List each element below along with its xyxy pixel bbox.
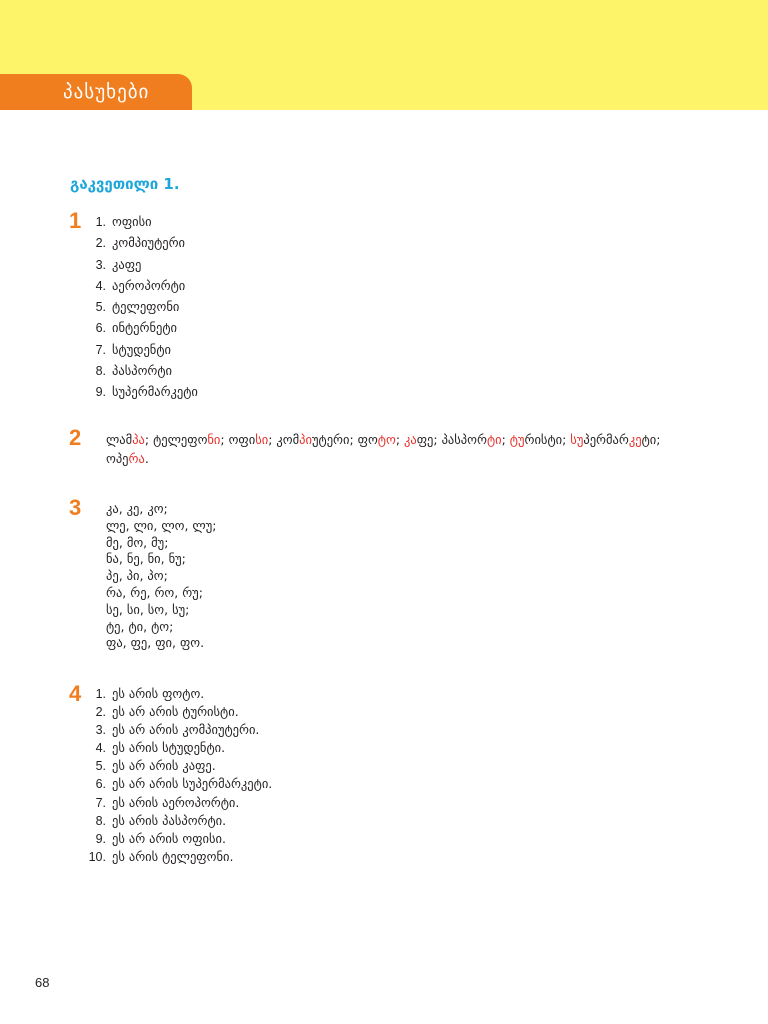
highlighted-syllable: პა xyxy=(132,432,145,447)
answer-text: ; ტელეფო xyxy=(144,432,208,447)
highlighted-syllable: პი xyxy=(299,432,312,447)
syllable-line: სე, სი, სო, სუ; xyxy=(106,601,190,617)
item-text: ეს არის ტელეფონი. xyxy=(112,848,234,864)
syllable-line: კა, კე, კო; xyxy=(106,501,168,516)
item-text: ეს არ არის სუპერმარკეტი. xyxy=(112,776,273,792)
item-text: ინტერნეტი xyxy=(112,320,178,336)
answer-text: უტერი; ფო xyxy=(311,432,378,447)
exercise-2-number: 2 xyxy=(69,425,82,450)
syllable-line: ლე, ლი, ლო, ლუ; xyxy=(106,517,217,533)
list-item xyxy=(84,296,198,317)
exercise-3-number: 3 xyxy=(69,495,82,520)
item-number: 9. xyxy=(95,831,106,846)
item-text: ოფისი xyxy=(112,214,152,229)
syllable-line: ტე, ტი, ტო; xyxy=(106,618,174,634)
item-number: 3. xyxy=(95,723,106,738)
item-text: სუპერმარკეტი xyxy=(112,384,198,400)
answer-text: . xyxy=(144,451,149,466)
highlighted-syllable: რა xyxy=(128,451,145,466)
exercise-1-number: 1 xyxy=(69,208,82,233)
answer-text: ლამ xyxy=(106,432,133,447)
item-number: 1. xyxy=(95,215,106,229)
item-number: 9. xyxy=(95,385,106,400)
list-item xyxy=(84,211,198,232)
item-number: 4. xyxy=(95,278,106,293)
highlighted-syllable: სუ xyxy=(570,432,584,447)
item-number: 5. xyxy=(95,759,106,774)
exercise-4-number: 4 xyxy=(69,681,82,706)
item-number: 7. xyxy=(95,795,106,810)
item-text: ეს არის ფოტო. xyxy=(112,686,205,701)
item-number: 8. xyxy=(95,813,106,828)
list-item xyxy=(84,381,198,402)
list-item xyxy=(84,275,198,296)
item-number: 7. xyxy=(95,342,106,357)
list-item xyxy=(84,254,198,275)
answer-text: ფე; პასპორ xyxy=(416,432,487,447)
item-number: 4. xyxy=(95,741,106,756)
list-item xyxy=(84,812,272,830)
highlighted-syllable: სი xyxy=(255,432,269,447)
syllable-line: მე, მო, მუ; xyxy=(106,534,169,550)
list-item xyxy=(84,794,272,812)
section-title: პასუხები xyxy=(63,81,150,103)
answer-text: ; xyxy=(395,432,404,447)
list-item xyxy=(84,721,272,739)
answer-text: ; ოფი xyxy=(220,432,256,447)
highlighted-syllable: ტი xyxy=(486,432,502,447)
page-number: 68 xyxy=(35,975,50,990)
list-item xyxy=(84,757,272,775)
item-text: პასპორტი xyxy=(112,363,172,379)
answer-text: რისტი; xyxy=(524,432,571,447)
item-text: ტელეფონი xyxy=(112,299,180,315)
syllable-line: ფა, ფე, ფი, ფო. xyxy=(106,635,205,651)
item-text: აეროპორტი xyxy=(112,277,186,293)
exercise-3-list xyxy=(106,501,216,652)
highlighted-syllable: ტო xyxy=(377,432,396,447)
item-number: 6. xyxy=(95,321,106,336)
item-number: 5. xyxy=(95,300,106,315)
item-text: ეს არ არის ოფისი. xyxy=(112,830,226,846)
answer-text: ტი; ოპე xyxy=(106,432,661,466)
list-item xyxy=(84,339,198,360)
list-item xyxy=(84,775,272,793)
syllable-line: ნა, ნე, ნი, ნუ; xyxy=(106,551,186,567)
item-number: 3. xyxy=(95,257,106,272)
item-text: ეს არის სტუდენტი. xyxy=(112,740,226,756)
exercise-1-list xyxy=(84,211,198,403)
list-item xyxy=(84,232,198,253)
item-text: ეს არის პასპორტი. xyxy=(112,812,227,828)
answer-text: პერმარ xyxy=(583,432,629,447)
highlighted-syllable: ტუ xyxy=(509,432,525,447)
item-text: კომპიუტერი xyxy=(112,235,186,251)
lesson-title: გაკვეთილი 1. xyxy=(70,175,180,193)
list-item xyxy=(84,739,272,757)
item-text: ეს არ არის კომპიუტერი. xyxy=(112,722,260,738)
item-number: 2. xyxy=(95,705,106,720)
highlighted-syllable: კა xyxy=(404,432,417,447)
answer-text: ; კომ xyxy=(268,432,300,447)
item-text: ეს არის აეროპორტი. xyxy=(112,794,240,810)
item-text: სტუდენტი xyxy=(112,341,171,357)
list-item xyxy=(84,317,198,338)
exercise-2-answer xyxy=(106,430,666,468)
list-item xyxy=(84,685,272,703)
syllable-line: პე, პი, პო; xyxy=(106,568,168,584)
list-item xyxy=(84,830,272,848)
item-number: 10. xyxy=(88,849,106,864)
highlighted-syllable: ნი xyxy=(207,432,221,447)
list-item xyxy=(84,848,272,866)
exercise-4-list xyxy=(84,685,272,866)
item-text: კაფე xyxy=(112,256,142,272)
highlighted-syllable: კე xyxy=(628,432,642,447)
item-number: 8. xyxy=(95,364,106,379)
item-number: 2. xyxy=(95,236,106,251)
syllable-line: რა, რე, რო, რუ; xyxy=(106,584,203,600)
list-item xyxy=(84,360,198,381)
list-item xyxy=(84,703,272,721)
answer-text: ; xyxy=(501,432,510,447)
item-text: ეს არ არის ტურისტი. xyxy=(112,704,239,720)
item-number: 1. xyxy=(95,687,106,701)
item-number: 6. xyxy=(95,777,106,792)
item-text: ეს არ არის კაფე. xyxy=(112,758,216,774)
